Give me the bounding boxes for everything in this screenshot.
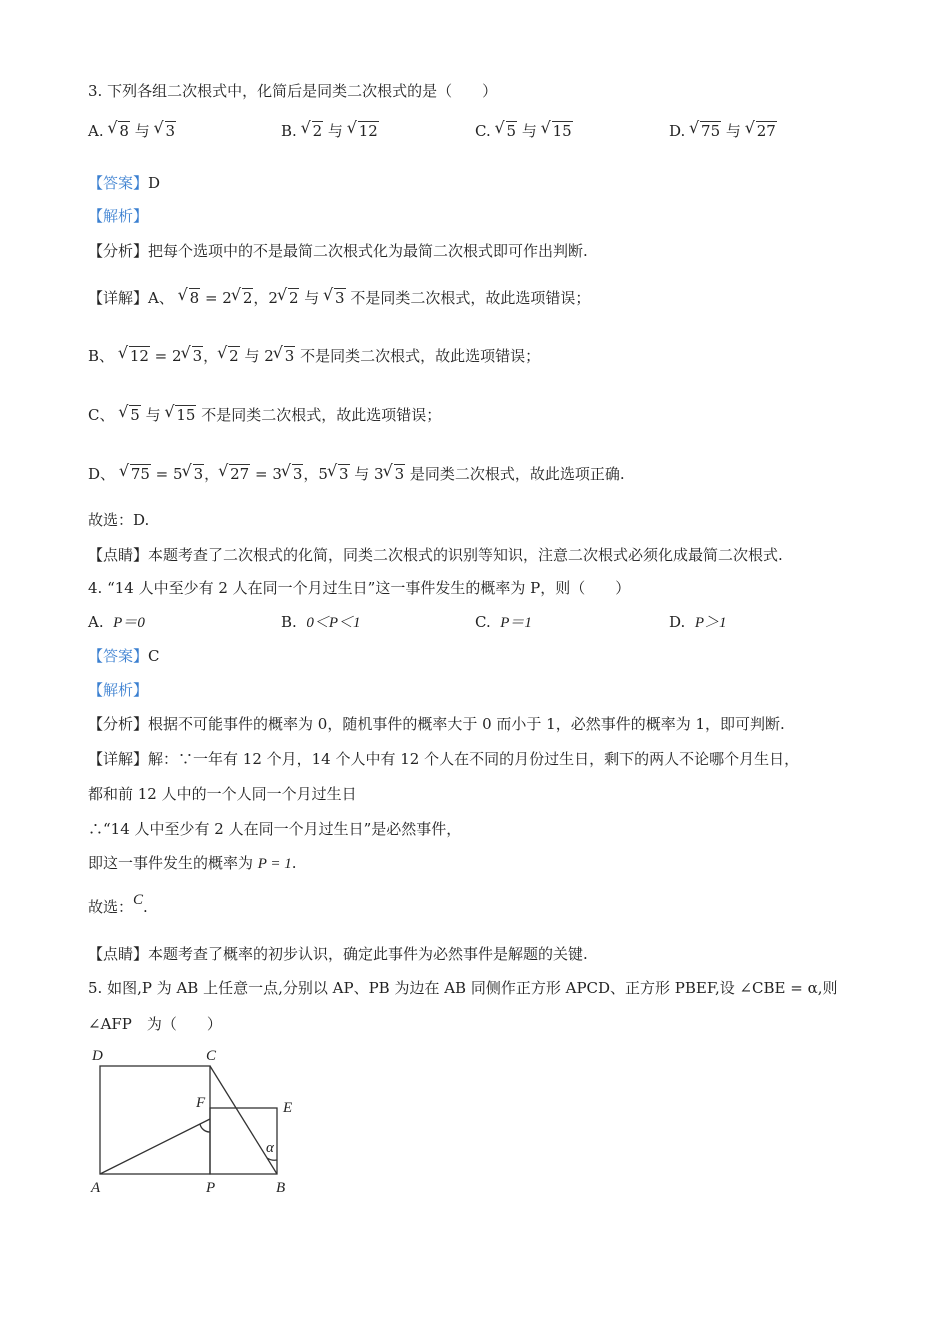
q3-detail-c: C、 √ 5 与 √ 15 不是同类二次根式，故此选项错误； [88,404,441,426]
angle-afp-mark [200,1124,210,1132]
q3-analysis-tag: 【解析】 [88,207,149,225]
q4-option-b: B. 0＜P＜1 [281,613,361,631]
label-a: A [91,1180,101,1196]
radical: √ 5 [497,120,518,142]
q3-fenxi: 【分析】把每个选项中的不是最简二次根式化为最简二次根式即可作出判断. [88,242,588,260]
radical: √ 27 [747,120,777,142]
label-p: P [206,1180,216,1196]
label-alpha: α [266,1140,274,1156]
label-b: B [276,1180,286,1196]
square-apcd [100,1066,210,1174]
q4-option-d: D. P＞1 [669,613,727,631]
q5-stem-1: 5. 如图,P 为 AB 上任意一点,分别以 AP、PB 为边在 AB 同侧作正方形 APCD、正方形 PBEF,设 ∠CBE = α,则 [88,979,838,997]
q4-option-c: C. P＝1 [475,613,532,631]
q3-option-b: B. √ 2 与 √ 12 [281,120,379,142]
q3-detail-b: B、 √ 12 = 2√ 3，√ 2 与 2√ 3 不是同类二次根式，故此选项错误； [88,345,540,367]
q4-answer: 【答案】C [88,647,160,665]
q3-stem: 3. 下列各组二次根式中，化简后是同类二次根式的是（ ） [88,82,498,100]
q5-geometry-figure [80,1040,320,1200]
radical: √ 12 [349,120,379,142]
q4-fenxi: 【分析】根据不可能事件的概率为 0，随机事件的概率大于 0 而小于 1，必然事件的概率为 1，即可判断. [88,715,785,733]
q4-stem: 4. “14 人中至少有 2 人在同一个月过生日”这一事件发生的概率为 P，则（ ） [88,579,631,597]
q4-detail-1: 【详解】解：∵一年有 12 个月，14 个人中有 12 个人在不同的月份过生日，剩下的两人不论哪个月生日， [88,750,800,768]
label-e: E [283,1100,293,1116]
q3-option-d: D. √ 75 与 √ 27 [669,120,777,142]
segment-cb [210,1066,277,1174]
radical: √ 8 [109,120,130,142]
q4-analysis-tag: 【解析】 [88,681,149,699]
option-label: A. [88,122,104,140]
q3-detail-a: 【详解】A、 √ 8 = 2√ 2，2√ 2 与 √ 3 不是同类二次根式，故此选项错误； [88,287,590,309]
segment-af [100,1119,210,1174]
q4-detail-2: 都和前 12 人中的一个人同一个月过生日 [88,785,357,803]
q3-detail-d: D、 √ 75 = 5√ 3，√ 27 = 3√ 3，5√ 3 与 3√ 3 是同类二次根式，故此选项正确. [88,463,625,485]
radical: √ 15 [543,120,573,142]
q4-option-a: A. P＝0 [88,613,145,631]
radical: √ 2 [303,120,324,142]
q4-review: 【点睛】本题考查了概率的初步认识，确定此事件为必然事件是解题的关键. [88,945,588,963]
answer-value: D [148,174,161,192]
label-c: C [206,1048,217,1064]
radical: √ 75 [691,120,721,142]
q3-option-c: C. √ 5 与 √ 15 [475,120,573,142]
option-label: B. [281,122,297,140]
q3-review: 【点睛】本题考查了二次根式的化简，同类二次根式的识别等知识，注意二次根式必须化成最简二次根式. [88,546,783,564]
q4-detail-3: ∴“14 人中至少有 2 人在同一个月过生日”是必然事件， [88,820,462,838]
option-label: D. [669,122,686,140]
q5-stem-2: ∠AFP 为（ ） [88,1015,222,1033]
q3-choose: 故选：D. [88,511,150,529]
answer-tag: 【答案】 [88,174,149,192]
label-d: D [92,1048,103,1064]
radical: √ 3 [156,120,177,142]
q4-choose: 故选：C. [88,892,148,916]
label-f: F [196,1095,206,1111]
q3-option-a: A. √ 8 与 √ 3 [88,120,176,142]
q3-answer [88,172,160,194]
q4-detail-4: 即这一事件发生的概率为 P = 1. [88,854,297,872]
option-label: C. [475,122,491,140]
